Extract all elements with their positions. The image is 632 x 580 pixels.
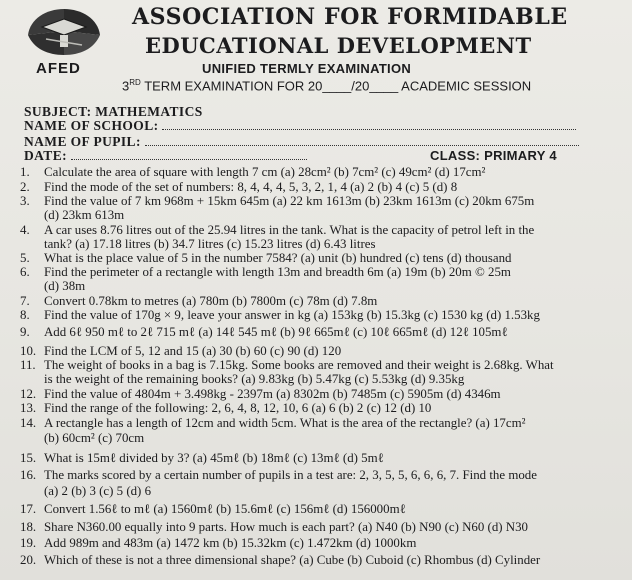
question-number: 20.: [20, 553, 37, 567]
question-number: 17.: [20, 502, 37, 516]
question-text: Find the LCM of 5, 12 and 15 (a) 30 (b) 60 (c) 90 (d) 120: [44, 344, 342, 358]
question-number: 19.: [20, 536, 37, 550]
question-text: Find the mode of the set of numbers: 8, 4, 4, 4, 5, 3, 2, 1, 4 (a) 2 (b) 4 (c) 5 (d) 8: [44, 180, 458, 194]
question-19: [20, 536, 416, 550]
question-12: [20, 387, 501, 401]
question-number: 1.: [20, 165, 30, 179]
question-16: [20, 468, 537, 482]
question-text: A rectangle has a length of 12cm and width 5cm. What is the area of the rectangle? (a) 17cm²: [44, 416, 526, 430]
question-number: 6.: [20, 265, 30, 279]
question-5: [20, 251, 512, 265]
pupil-label: NAME OF PUPIL:: [24, 134, 141, 149]
logo-text: AFED: [36, 60, 81, 77]
question-text: The weight of books in a bag is 7.15kg. Some books are removed and their weight is 2.68kg. What: [44, 358, 554, 372]
question-14-line-2: (b) 60cm² (c) 70cm: [44, 431, 145, 445]
question-14: [20, 416, 525, 430]
term-suffix: RD: [129, 78, 141, 87]
question-text: A car uses 8.76 litres out of the 25.94 litres in the tank. What is the capacity of petrol left in the: [44, 223, 535, 237]
question-text: Convert 1.56ℓ to mℓ (a) 1560mℓ (b) 15.6mℓ (c) 156mℓ (d) 156000mℓ: [44, 502, 406, 516]
question-13: [20, 401, 431, 415]
question-text: What is 15mℓ divided by 3? (a) 45mℓ (b) 18mℓ (c) 13mℓ (d) 5mℓ: [44, 451, 384, 465]
question-number: 3.: [20, 194, 30, 208]
question-text: Add 6ℓ 950 mℓ to 2ℓ 715 mℓ (a) 14ℓ 545 mℓ (b) 9ℓ 665mℓ (c) 10ℓ 665mℓ (d) 12ℓ 105mℓ: [44, 325, 508, 339]
question-number: 18.: [20, 520, 37, 534]
question-4: [20, 223, 534, 237]
question-8: [20, 308, 540, 322]
question-9: [20, 325, 508, 339]
question-7: [20, 294, 377, 308]
question-text: The marks scored by a certain number of pupils in a test are: 2, 3, 5, 5, 6, 6, 6, 7. Find the mode: [44, 468, 537, 482]
question-number: 15.: [20, 451, 37, 465]
question-11-line-2: is the weight of the remaining books? (a) 9.83kg (b) 5.47kg (c) 5.53kg (d) 9.35kg: [44, 372, 465, 386]
question-number: 11.: [20, 358, 36, 372]
term-text: TERM EXAMINATION FOR 20____/20____ ACADEMIC SESSION: [144, 78, 532, 94]
question-text: Find the perimeter of a rectangle with length 13m and breadth 6m (a) 19m (b) 20m © 25m: [44, 265, 511, 279]
pupil-blank[interactable]: [145, 135, 579, 146]
question-20: [20, 553, 540, 567]
question-11: [20, 358, 554, 372]
question-15: [20, 451, 384, 465]
question-number: 16.: [20, 468, 37, 482]
school-label: NAME OF SCHOOL:: [24, 118, 159, 133]
question-4-line-2: tank? (a) 17.18 litres (b) 34.7 litres (c) 15.23 litres (d) 6.43 litres: [44, 237, 376, 251]
question-6: [20, 265, 511, 279]
question-text: Find the value of 4804m + 3.498kg - 2397m (a) 8302m (b) 7485m (c) 5905m (d) 4346m: [44, 387, 501, 401]
question-text: Convert 0.78km to metres (a) 780m (b) 7800m (c) 78m (d) 7.8m: [44, 294, 378, 308]
question-16-line-2: (a) 2 (b) 3 (c) 5 (d) 6: [44, 484, 152, 498]
question-text: Find the value of 170g × 9, leave your answer in kg (a) 153kg (b) 15.3kg (c) 1530 kg (d) 1.53kg: [44, 308, 540, 322]
question-number: 8.: [20, 308, 30, 322]
question-number: 4.: [20, 223, 30, 237]
question-number: 5.: [20, 251, 30, 265]
question-6-line-2: (d) 38m: [44, 279, 86, 293]
question-text: Share N360.00 equally into 9 parts. How much is each part? (a) N40 (b) N90 (c) N60 (d) N30: [44, 520, 528, 534]
question-number: 12.: [20, 387, 37, 401]
term-number: 3: [122, 78, 130, 94]
question-text: What is the place value of 5 in the number 7584? (a) unit (b) hundred (c) tens (d) thousand: [44, 251, 512, 265]
date-blank[interactable]: [71, 149, 307, 160]
question-10: [20, 344, 341, 358]
date-field: [24, 148, 307, 164]
term-line: [122, 78, 531, 93]
question-text: Find the range of the following: 2, 6, 4, 8, 12, 10, 6 (a) 6 (b) 2 (c) 12 (d) 10: [44, 401, 432, 415]
subject-label: SUBJECT: MATHEMATICS: [24, 104, 203, 119]
school-blank[interactable]: [162, 119, 576, 130]
question-17: [20, 502, 406, 516]
question-number: 10.: [20, 344, 37, 358]
title-line-1: ASSOCIATION FOR FORMIDABLE: [132, 4, 568, 30]
class-label: CLASS: PRIMARY 4: [430, 148, 557, 163]
question-number: 14.: [20, 416, 37, 430]
question-3-line-2: (d) 23km 613m: [44, 208, 125, 222]
question-3: [20, 194, 534, 208]
date-label: DATE:: [24, 148, 68, 163]
afed-logo-icon: [24, 5, 104, 57]
question-text: Calculate the area of square with length 7 cm (a) 28cm² (b) 7cm² (c) 49cm² (d) 17cm²: [44, 165, 486, 179]
school-field: [24, 118, 576, 134]
question-number: 2.: [20, 180, 30, 194]
question-1: [20, 165, 485, 179]
question-number: 13.: [20, 401, 37, 415]
question-text: Find the value of 7 km 968m + 15km 645m (a) 22 km 1613m (b) 23km 1613m (c) 20km 675m: [44, 194, 535, 208]
question-number: 9.: [20, 325, 30, 339]
question-text: Add 989m and 483m (a) 1472 km (b) 15.32km (c) 1.472km (d) 1000km: [44, 536, 417, 550]
title-line-2: EDUCATIONAL DEVELOPMENT: [145, 33, 532, 58]
question-18: [20, 520, 528, 534]
exam-title: UNIFIED TERMLY EXAMINATION: [202, 61, 412, 76]
question-text: Which of these is not a three dimensional shape? (a) Cube (b) Cuboid (c) Rhombus (d) Cylinder: [44, 553, 541, 567]
question-2: [20, 180, 457, 194]
question-number: 7.: [20, 294, 30, 308]
